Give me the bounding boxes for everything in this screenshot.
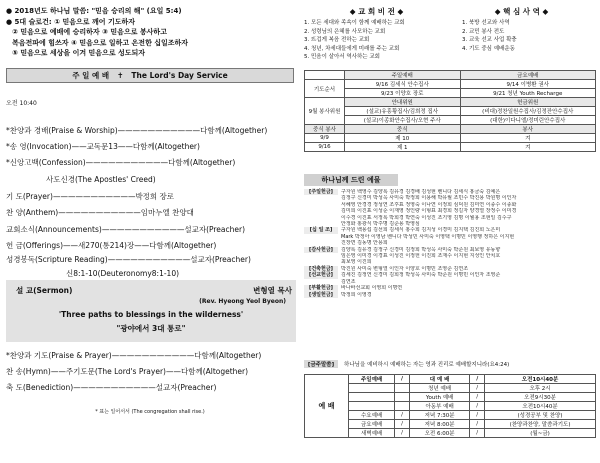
verse-text: 하나님을 예비하시 예배하는 자는 영과 진리로 예배할지니라(요4:24) xyxy=(344,362,510,368)
worship-cell: 금요예배 xyxy=(349,420,395,429)
duty-header: 주일예배 xyxy=(345,71,461,80)
offering-names: 박진원 사미숙 변형열 이인자 이양호 이명민 조영준 김연조 xyxy=(341,265,469,272)
sermon-preacher: 변형열 목사 xyxy=(253,286,292,295)
order-label: *신앙고백(Confession) xyxy=(6,158,86,167)
order-leader: ——새270(통214)장—— xyxy=(63,241,150,250)
worship-cell: 오전10시40분 xyxy=(485,375,596,384)
offering-names: 박정희 이영경 xyxy=(341,291,372,298)
duty-cell: (설교)유흥황집사/김희정 집사 xyxy=(345,107,461,116)
worship-schedule xyxy=(304,374,596,438)
worship-cell: 저녁 8:00분 xyxy=(409,420,469,429)
order-who: 설교자(Preacher) xyxy=(190,255,251,264)
worship-cell xyxy=(395,393,410,402)
order-who: 다함께(Altogether) xyxy=(132,142,200,151)
ministry-list xyxy=(454,19,594,62)
worship-cell: / xyxy=(470,375,485,384)
sermon-label: 설 교(Sermon) xyxy=(16,286,73,295)
order-label: *송 영(Invocation) xyxy=(6,142,72,151)
order-item xyxy=(6,366,296,377)
vision-section xyxy=(304,6,594,62)
worship-cell: / xyxy=(470,393,485,402)
duty-table xyxy=(304,70,596,152)
order-label: 헌 금(Offerings) xyxy=(6,241,63,250)
order-item xyxy=(6,382,296,393)
worship-cell xyxy=(349,393,395,402)
worship-cell: 아동부 예배 xyxy=(409,402,469,411)
offering-names: 구자원 백용섭 김선희 김세식 홍수희 김지성 이경미 김지택 김진희 노은미 xyxy=(341,227,501,234)
worship-cell: / xyxy=(395,429,410,438)
duty-cell: 제 10 xyxy=(345,134,461,143)
vision-title: ◆ 교 회 비 전 ◆ xyxy=(349,7,404,16)
duty-header: 봉사 xyxy=(460,125,596,134)
worship-cell: 오후 2시 xyxy=(485,384,596,393)
order-leader: ——————————— xyxy=(101,225,185,234)
worship-cell: / xyxy=(470,384,485,393)
vision-item: 1. 모든 세대와 족속이 함께 예배하는 교회 xyxy=(304,20,405,26)
worship-cell: 대 예 배 xyxy=(409,375,469,384)
vision-item: 4. 청년, 차세대들에게 미래를 주는 교회 xyxy=(304,45,400,52)
order-label: 사도신경(The Apostles' Creed) xyxy=(46,175,156,184)
worship-cell: (찬양과찬양, 말씀과기도) xyxy=(485,420,596,429)
offering-names: 최보영 이진희 xyxy=(341,259,372,266)
worship-cell xyxy=(395,402,410,411)
worship-cell: / xyxy=(470,429,485,438)
order-label: 찬 양(Anthem) xyxy=(6,208,59,217)
order-item xyxy=(6,240,296,251)
offering-names: 안정화 홍광식 박주명 김준용 박영심 xyxy=(341,221,420,228)
ministry-item: 2. 교민 봉사 전도 xyxy=(462,28,505,35)
duty-cell: (비대)정찬일원수집사/김정잔안수집사 xyxy=(460,107,596,116)
order-label: *찬양과 경배(Praise & Worship) xyxy=(6,126,118,135)
order-leader: ——————————— xyxy=(52,192,136,201)
worship-cell: / xyxy=(470,420,485,429)
offerings-list xyxy=(304,189,596,298)
weekly-verse xyxy=(304,360,596,368)
service-time: 오전 10:40 xyxy=(6,100,37,107)
header-line: ● 2018년도 하나님 말씀: "믿음 승리의 해" (요일 5:4) xyxy=(6,7,182,15)
sermon-preacher-en: (Rev. Hyeong Yeol Byeon) xyxy=(199,298,286,305)
duty-cell: 9/14 이병환 권사 xyxy=(460,80,596,89)
sermon-title-en: 'Three paths to blessings in the wilderness' xyxy=(58,310,244,319)
offering-names: 김양록 김유경 김정구 신경미 김정희 박성옥 사미숙 박준원 최보영 유동향 xyxy=(341,246,501,253)
worship-cell: / xyxy=(395,375,410,384)
duty-date: 9/9 xyxy=(305,134,345,143)
worship-cell: 주일예배 xyxy=(349,375,395,384)
order-label: 신8:1-10(Deuteronomy8:1-10) xyxy=(66,269,180,278)
vision-list xyxy=(304,19,454,62)
header-line: ② 믿음으로 예배에 승리하자 ③ 믿음으로 봉사하고 xyxy=(12,28,167,36)
order-who: 설교자(Preacher) xyxy=(184,225,246,234)
ministry-item: 3. 교육 선교 사업 확충 xyxy=(462,37,517,43)
offering-row xyxy=(304,292,596,298)
creed-line xyxy=(6,174,296,185)
order-label: 찬 송(Hymn) xyxy=(6,367,51,376)
offering-names: 이수경 이진표 서정록 박희경 박연숙 이성진 조기영 김명 이월용 조현일 김수구 xyxy=(341,214,512,221)
order-leader: ——————————— xyxy=(58,208,141,217)
vision-item: 2. 성령님의 은혜를 사모하는 교회 xyxy=(304,28,386,35)
offering-category: [생일헌금] xyxy=(304,292,338,298)
vision-columns xyxy=(304,19,594,62)
service-banner xyxy=(6,68,294,83)
duty-date: 9/16 xyxy=(305,143,345,152)
order-leader: ——————————— xyxy=(117,126,201,135)
worship-cell xyxy=(349,384,395,393)
worship-row xyxy=(305,411,596,420)
worship-row xyxy=(305,402,596,411)
duty-cell: (대한)이다니엘/정미린안수집사 xyxy=(460,116,596,125)
offering-names: Mark 박정아 이영남 벤니다 박성민 사미숙 이영택 이명민 이영행 정하은 이지현 xyxy=(341,233,515,240)
order-who: 다함께(Altogether) xyxy=(180,367,249,376)
duty-cell: 9/23 이양호 장로 xyxy=(345,89,461,98)
order-leader: ——————————— xyxy=(111,351,195,360)
duty-header: 금요예배 xyxy=(460,71,596,80)
header-line: ● 5대 슬로건: ① 믿음으로 깨어 기도하자 xyxy=(6,17,135,26)
duty-cell: 겨 xyxy=(460,134,596,143)
offering-names: 진장면 김동명 안용희 xyxy=(341,240,388,247)
duty-cell: 제 1 xyxy=(345,143,461,152)
offering-category: [선교헌금] xyxy=(304,272,338,278)
order-item xyxy=(6,254,296,265)
standing-note: * 표는 일어서서 (The congregation shall rise.) xyxy=(95,409,205,415)
worship-row xyxy=(305,429,596,438)
order-item xyxy=(6,350,296,361)
order-who: 다함께(Altogether) xyxy=(200,126,268,135)
offering-category: [부활헌금] xyxy=(304,285,338,291)
duty-row-label: 9월 봉사위원 xyxy=(305,98,345,125)
order-label: 축 도(Benediction) xyxy=(6,383,74,392)
worship-cell xyxy=(349,402,395,411)
offering-names: 김미희 이진표 이성순 이재영 정인량 이형표 최경희 정길자 양경열 장정수 이미경 xyxy=(341,208,517,215)
duty-header: 중식 xyxy=(345,125,461,134)
header-line: ⑤ 믿음으로 세상을 이겨 믿음으로 성도되자 xyxy=(12,49,146,57)
offering-names: 구자원 백영수 김양록 김유경 김경배 김성현 벤니다 김세식 홍금숙 김예은 xyxy=(341,189,501,195)
worship-cell: (월~금) xyxy=(485,429,596,438)
worship-cell: / xyxy=(470,402,485,411)
duty-cell: (설교)이종화안수집사/오현 주사 xyxy=(345,116,461,125)
order-item xyxy=(6,207,296,218)
worship-cell: 오전9시30분 xyxy=(485,393,596,402)
order-label: 교회소식(Announcements) xyxy=(6,225,102,234)
worship-side-label: 예 배 xyxy=(305,375,349,438)
duty-cell: 9/21 청년 Youth Recharge xyxy=(460,89,596,98)
offering-names: 서혜영 안경경 정성연 조후표 정영숙 이나연 이정희 심덕원 김미연 이종수 이종화 xyxy=(341,201,517,208)
duty-header: 헌금위원 xyxy=(460,98,596,107)
vision-item: 3. 뜨겁게 복음 전하는 교회 xyxy=(304,37,370,43)
order-who: 다함께(Altogether) xyxy=(149,241,217,250)
worship-row xyxy=(305,393,596,402)
order-leader: ——————————— xyxy=(73,383,156,392)
offering-category: [십 일 조] xyxy=(304,227,338,233)
worship-row xyxy=(305,375,596,384)
order-item xyxy=(6,157,296,168)
offering-names: 임은영 이미경 이경표 이성진 이정헌 이진희 조재수 이지현 지성인 안치호 xyxy=(341,253,501,260)
scripture-ref xyxy=(6,268,296,279)
order-who: 설교자(Preacher) xyxy=(155,383,217,392)
worship-cell: Youth 예배 xyxy=(409,393,469,402)
worship-row xyxy=(305,384,596,393)
worship-cell xyxy=(395,384,410,393)
offering-category: [주일헌금] xyxy=(304,189,338,195)
order-who: 다함께(Altogether) xyxy=(194,351,262,360)
worship-row xyxy=(305,420,596,429)
worship-cell: 저녁 7:30분 xyxy=(409,411,469,420)
order-who: 다함께(Altogether) xyxy=(168,158,236,167)
header-line: 복음전파에 힘쓰자 ④ 믿음으로 일하고 온전한 십일조하자 xyxy=(12,38,189,47)
sermon-row xyxy=(16,285,292,296)
worship-cell: / xyxy=(395,411,410,420)
order-label: 성경봉독(Scripture Reading) xyxy=(6,255,108,264)
ministry-title: ◆ 핵 심 사 역 ◆ xyxy=(494,7,549,16)
worship-cell: 수요예배 xyxy=(349,411,395,420)
cross-icon: ✝ xyxy=(117,71,124,80)
order-item xyxy=(6,191,296,202)
right-panel xyxy=(300,0,600,463)
order-who: 박정희 장로 xyxy=(135,192,175,201)
worship-cell: / xyxy=(395,420,410,429)
vision-item: 5. 민음이 살아서 역사하는 교회 xyxy=(304,54,380,60)
verse-label: [금주말씀] xyxy=(304,360,338,368)
offering-names: 김세진 김정연 신경미 김희정 박성옥 사미숙 박준원 이명민 이인자 조영준 xyxy=(341,272,501,279)
worship-cell: 청년 예배 xyxy=(409,384,469,393)
order-label: *찬양과 기도(Praise & Prayer) xyxy=(6,351,112,360)
offerings-title: 하나님께 드린 예물 xyxy=(304,174,398,186)
offering-names: 바나바선교회 이영희 이명연 xyxy=(341,285,403,292)
worship-cell: 새벽예배 xyxy=(349,429,395,438)
vision-titles xyxy=(304,6,594,17)
order-leader: ——————————— xyxy=(85,158,169,167)
offering-category: [건축헌금] xyxy=(304,266,338,272)
sermon-title-ko: "광야에서 3대 통로" xyxy=(116,324,186,333)
ministry-item: 4. 기도 중심 예배운동 xyxy=(462,45,515,52)
sermon-box xyxy=(6,280,296,342)
order-leader: ——————————— xyxy=(107,255,191,264)
worship-cell: (성경공부 및 찬양) xyxy=(485,411,596,420)
service-title-en: The Lord's Day Service xyxy=(131,71,228,80)
duty-cell: 9/16 김세식 안수집사 xyxy=(345,80,461,89)
duty-cell: 겨 xyxy=(460,143,596,152)
service-title-ko: 주 일 예 배 xyxy=(72,71,110,80)
church-header xyxy=(6,6,294,59)
worship-cell: 오전10시40분 xyxy=(485,402,596,411)
order-item xyxy=(6,125,296,136)
worship-cell: 오전 6:00분 xyxy=(409,429,469,438)
order-label: 기 도(Prayer) xyxy=(6,192,53,201)
order-item xyxy=(6,141,296,152)
order-leader: ——주기도문(The Lord's Prayer)—— xyxy=(50,367,181,376)
order-item xyxy=(6,224,296,235)
duty-row-label: 기도순서 xyxy=(305,80,345,98)
duty-cell xyxy=(305,71,345,80)
ministry-item: 1. 북방 선교와 사역 xyxy=(462,20,510,26)
offering-names: 김연조 xyxy=(341,278,356,285)
worship-cell: / xyxy=(470,411,485,420)
order-leader: ——교독문13—— xyxy=(71,142,133,151)
offering-category: [감사헌금] xyxy=(304,247,338,253)
offering-names: 김정구 신경미 박성옥 사미숙 박정희 이용해 박유월 조민수 박진용 박원명 이인자 xyxy=(341,195,517,202)
duty-row-label: 중식 봉사 xyxy=(305,125,345,134)
order-who: 임마누엘 찬양대 xyxy=(140,208,194,217)
duty-header: 안내위원 xyxy=(345,98,461,107)
